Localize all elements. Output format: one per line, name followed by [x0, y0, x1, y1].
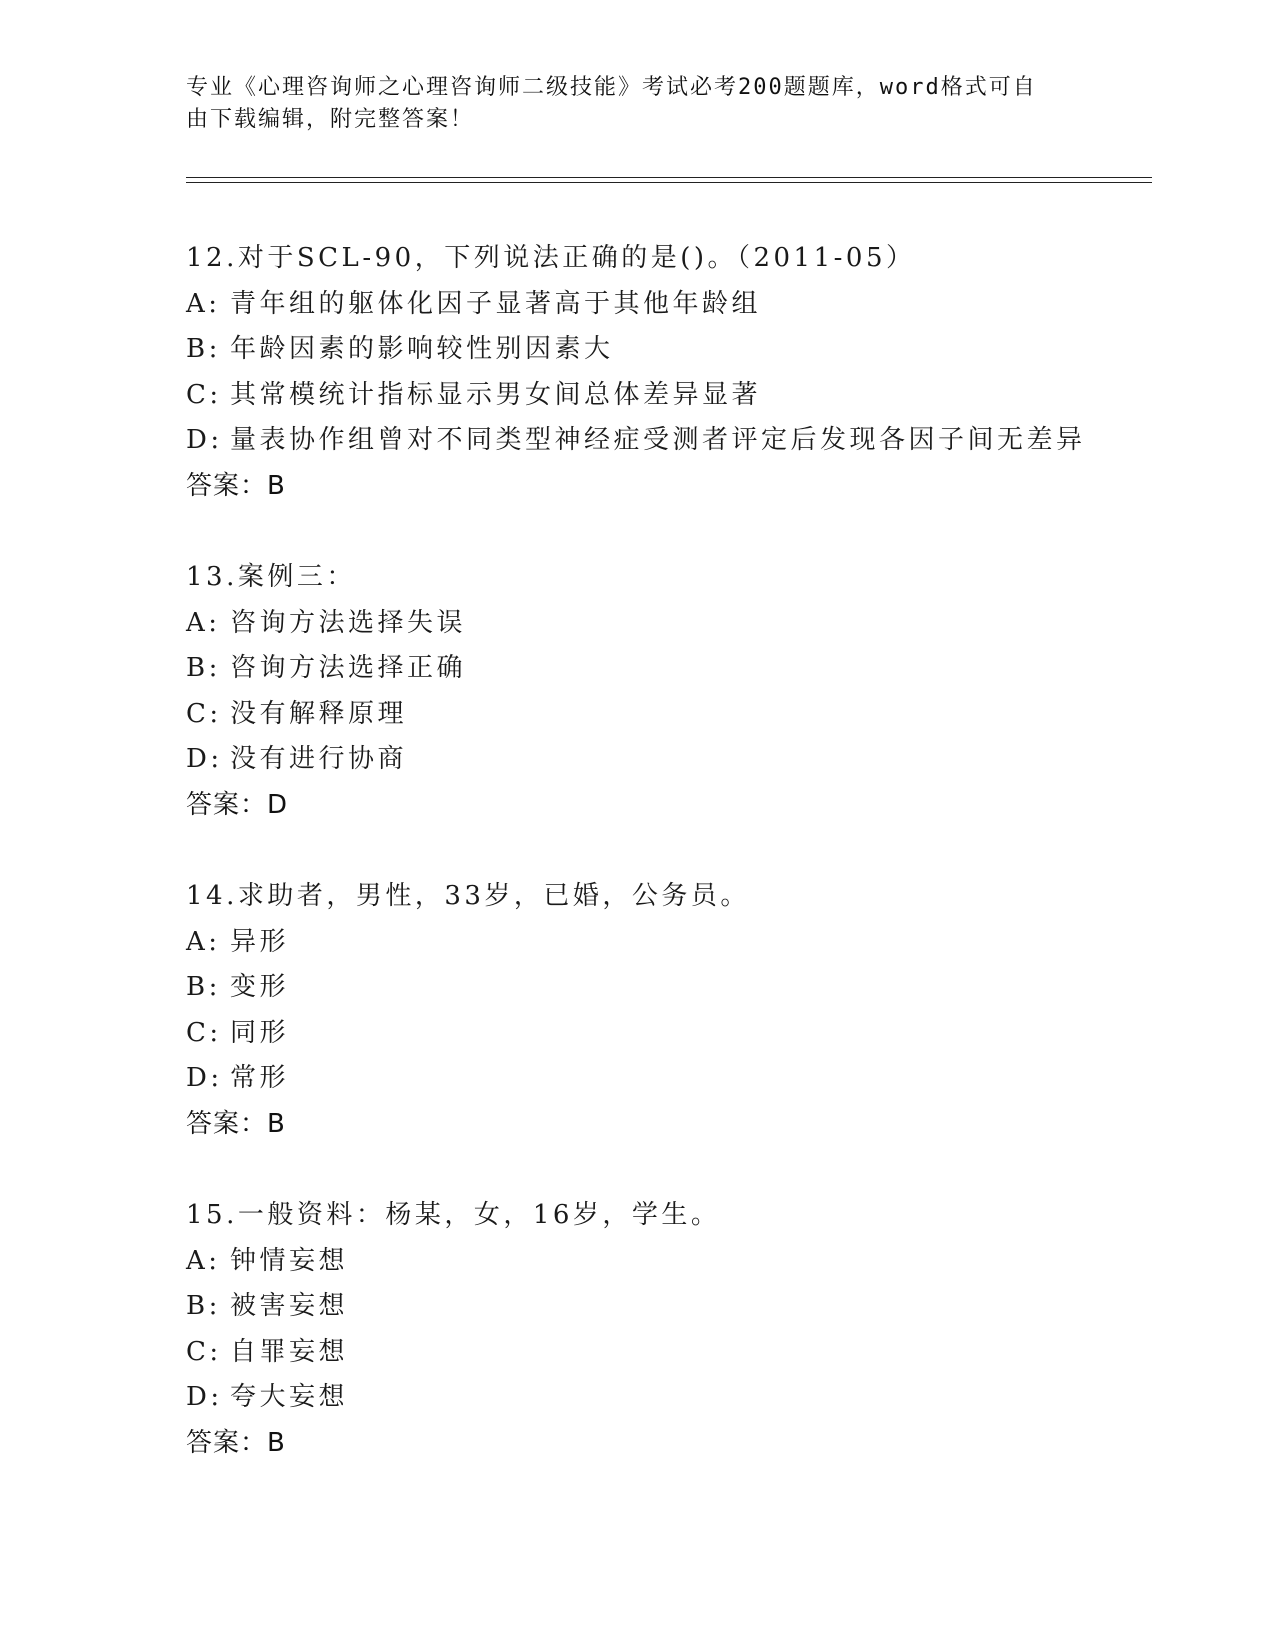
option-key: B:	[186, 972, 221, 1002]
option-key: D:	[186, 744, 223, 774]
option-a	[186, 601, 1166, 647]
option-a	[186, 920, 1166, 966]
option-key: C:	[186, 698, 222, 729]
option-key: A:	[186, 926, 221, 957]
option-key: C:	[186, 1017, 222, 1048]
answer-line: 答案：B	[186, 1427, 286, 1458]
option-text: 咨询方法选择失误	[230, 607, 467, 638]
answer-line: 答案：B	[186, 1108, 286, 1139]
option-text: 其常模统计指标显示男女间总体差异显著	[230, 379, 762, 410]
option-d	[186, 1375, 1166, 1421]
option-text: 变形	[230, 972, 290, 1002]
option-c	[186, 1330, 1166, 1376]
option-a	[186, 1239, 1166, 1285]
option-d	[186, 1056, 1166, 1102]
option-text: 没有进行协商	[230, 744, 408, 774]
option-key: B:	[186, 334, 221, 364]
answer-line: 答案：D	[186, 789, 289, 820]
question-stem: 12.对于SCL-90，下列说法正确的是()。（2011-05）	[186, 243, 916, 273]
option-key: B:	[186, 1291, 221, 1321]
option-key: A:	[186, 288, 221, 319]
option-key: D:	[186, 1382, 223, 1412]
question-stem: 13.案例三：	[186, 562, 356, 592]
question-block	[186, 236, 1166, 509]
option-c	[186, 1011, 1166, 1057]
option-d	[186, 737, 1166, 783]
option-text: 量表协作组曾对不同类型神经症受测者评定后发现各因子间无差异	[230, 425, 1086, 455]
option-text: 被害妄想	[230, 1291, 349, 1321]
option-b	[186, 1284, 1166, 1330]
option-text: 同形	[230, 1017, 290, 1048]
option-key: C:	[186, 1336, 222, 1367]
option-text: 常形	[230, 1063, 290, 1093]
header-divider-top	[186, 177, 1152, 178]
option-key: B:	[186, 653, 221, 683]
intro-line-1: 专业《心理咨询师之心理咨询师二级技能》考试必考200题题库，word格式可自	[186, 75, 1037, 100]
option-b	[186, 965, 1166, 1011]
question-block	[186, 874, 1166, 1147]
header-divider-bottom	[186, 182, 1152, 183]
option-b	[186, 327, 1166, 373]
option-key: C:	[186, 379, 222, 410]
question-stem: 14.求助者，男性，33岁，已婚，公务员。	[186, 881, 750, 911]
option-text: 钟情妄想	[230, 1245, 349, 1276]
option-b	[186, 646, 1166, 692]
option-text: 青年组的躯体化因子显著高于其他年龄组	[230, 288, 762, 319]
option-text: 没有解释原理	[230, 698, 408, 729]
option-a	[186, 282, 1166, 328]
option-c	[186, 692, 1166, 738]
option-text: 异形	[230, 926, 290, 957]
answer-line: 答案：B	[186, 470, 286, 501]
intro-line-2: 由下载编辑，附完整答案！	[186, 107, 475, 132]
question-block	[186, 555, 1166, 828]
option-key: D:	[186, 425, 223, 455]
option-key: A:	[186, 607, 221, 638]
option-c	[186, 373, 1166, 419]
question-stem: 15.一般资料：杨某，女，16岁，学生。	[186, 1200, 721, 1230]
question-block	[186, 1193, 1166, 1466]
option-text: 年龄因素的影响较性别因素大	[230, 334, 614, 364]
option-key: D:	[186, 1063, 223, 1093]
option-text: 夸大妄想	[230, 1382, 349, 1412]
option-text: 自罪妄想	[230, 1336, 349, 1367]
document-intro	[186, 72, 1066, 136]
option-text: 咨询方法选择正确	[230, 653, 467, 683]
option-key: A:	[186, 1245, 221, 1276]
option-d	[186, 418, 1166, 464]
